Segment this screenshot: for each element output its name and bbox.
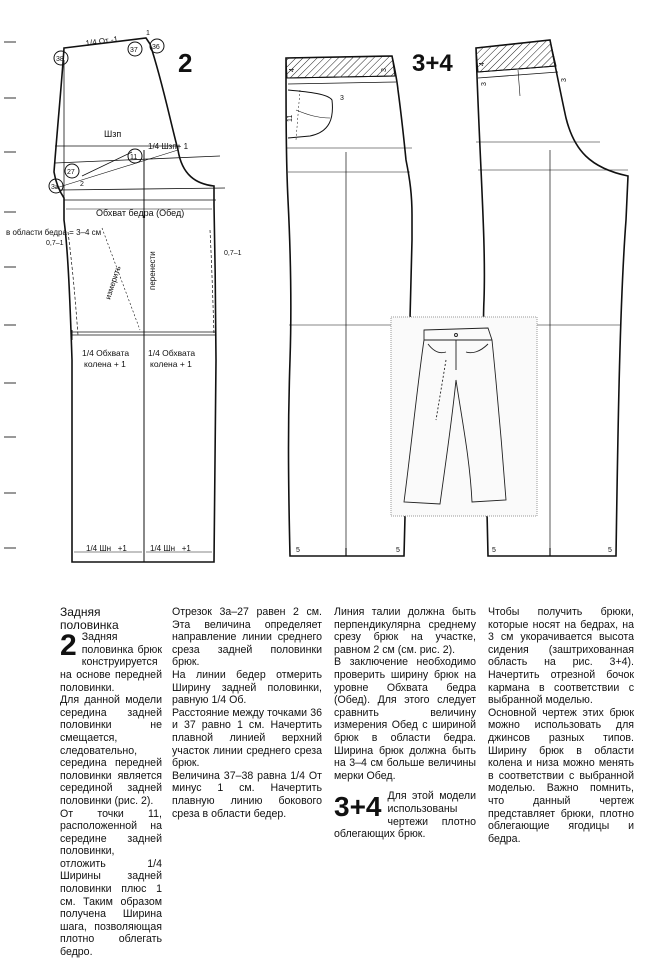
point-2: 2 <box>80 181 84 188</box>
paragraph-1: Для данной модели середина задней половинки не смещается, следовательно, середина передней половинки является серединой задней половинки (рис. 2). <box>60 694 162 807</box>
text-column-1 <box>60 606 162 959</box>
paragraph-6: Величина 37–38 равна 1/4 От минус 1 см. Начертить плавную линию бокового среза в области бедер. <box>172 769 322 820</box>
figure-2-number: 2 <box>178 48 193 78</box>
transfer-label: перенести <box>148 251 157 290</box>
point-11: 11 <box>130 154 138 161</box>
hip-area-label: в области бедра = 3–4 см <box>6 228 102 237</box>
paragraph-3: Отрезок 3а–27 равен 2 см. Эта величина определяет направление линии среднего среза задней половинки брюк. <box>172 606 322 669</box>
section-2-number: 2 <box>60 629 77 663</box>
front-pocket-number: 3 <box>340 95 344 102</box>
margin-marks <box>4 42 16 548</box>
left-offset-label: 0,7–1 <box>46 240 64 247</box>
front-waist-number-1: 4 <box>289 68 296 72</box>
paragraph-4: На линии бедер отмерить Ширину задней половинки, равную 1/4 Об. <box>172 668 322 707</box>
figure-34-number: 3+4 <box>412 50 453 77</box>
hem-left-label: 1/4 Шн +1 <box>86 544 127 553</box>
paragraph-9: Чтобы получить брюки, которые носят на бедрах, на 3 см укорачивается высота сидения (заштрихованная область на рис. 3+4). Начертить отрезной бочок кармана в соответствии с выбранной моделью. <box>488 606 634 707</box>
point-38: 38 <box>56 56 64 63</box>
paragraph-5: Расстояние между точками 36 и 37 равно 1 см. Начертить плавной линией верхний участок линии среднего среза брюк. <box>172 706 322 770</box>
figure-2-back-pattern <box>49 38 225 562</box>
hem-number-3: 5 <box>492 547 496 554</box>
knee-right-line-2: колена + 1 <box>150 359 192 369</box>
back-waist-number-1: 4 <box>479 62 486 66</box>
point-36: 36 <box>152 44 160 51</box>
back-waist-number-2: 3 <box>481 82 488 86</box>
knee-left-line-2: колена + 1 <box>84 359 126 369</box>
text-column-3 <box>334 606 476 841</box>
section-2-intro: Задняя половинка брюк конструируется на основе передней половинки. <box>60 631 162 694</box>
hem-number-4: 5 <box>608 547 612 554</box>
section-34-intro: Для этой модели использованы чертежи плотно облегающих брюк. <box>334 790 476 841</box>
paragraph-2: От точки 11, расположенной на середине задней половинки, отложить 1/4 Ширины задней половинки плюс 1 см. Таким образом получена Ширина шага, позволяющая плотно облегать бедро. <box>60 807 162 959</box>
front-side-number: 11 <box>287 114 294 122</box>
text-column-2 <box>172 606 322 820</box>
measure-label: измерить <box>103 264 123 301</box>
hem-number-2: 5 <box>396 547 400 554</box>
knee-right-line-1: 1/4 Обхвата <box>148 348 196 358</box>
point-1: 1 <box>146 30 150 37</box>
paragraph-10: Основной чертеж этих брюк можно использовать для джинсов разных типов. Ширину брюк в области колена и низа можно менять в соответствии с выбранной моделью. Важно помнить, что данный чертеж представляет брюки, плотно облегающие ягодицы и бедра. <box>488 706 634 845</box>
waist-label: 1/4 От -1 <box>85 34 119 48</box>
point-27: 27 <box>67 169 75 176</box>
paragraph-8: В заключение необходимо проверить ширину брюк на уровне Обхвата бедра (Обед). Для этого следует сравнить величину измерения Обед с шириной брюк в области бедра. Ширина брюк должна быть на 3–4 см больше величины мерки Обед. <box>334 656 476 782</box>
paragraph-7: Линия талии должна быть перпендикулярна среднему срезу брюк на участке, равном 2 см (см. рис. 2). <box>334 606 476 656</box>
crotch-plus-label: 1/4 Шзп+ 1 <box>148 142 189 151</box>
section-heading: Задняя половинка <box>60 605 119 632</box>
right-offset-label: 0,7–1 <box>224 250 242 257</box>
knee-left-line-1: 1/4 Обхвата <box>82 348 130 358</box>
hem-number-1: 5 <box>296 547 300 554</box>
front-waist-number-2: 3 <box>381 68 388 72</box>
crotch-line-label: Шзп <box>104 129 122 139</box>
section-34-number: 3+4 <box>334 791 382 823</box>
hip-girth-label: Обхват бедра (Обед) <box>96 208 185 218</box>
hem-right-label: 1/4 Шн +1 <box>150 544 191 553</box>
point-3a: 3а <box>51 184 59 191</box>
point-37: 37 <box>130 47 138 54</box>
trousers-sketch-inset <box>391 317 537 516</box>
back-waist-number-3: 3 <box>561 78 568 82</box>
text-column-4 <box>488 606 634 845</box>
